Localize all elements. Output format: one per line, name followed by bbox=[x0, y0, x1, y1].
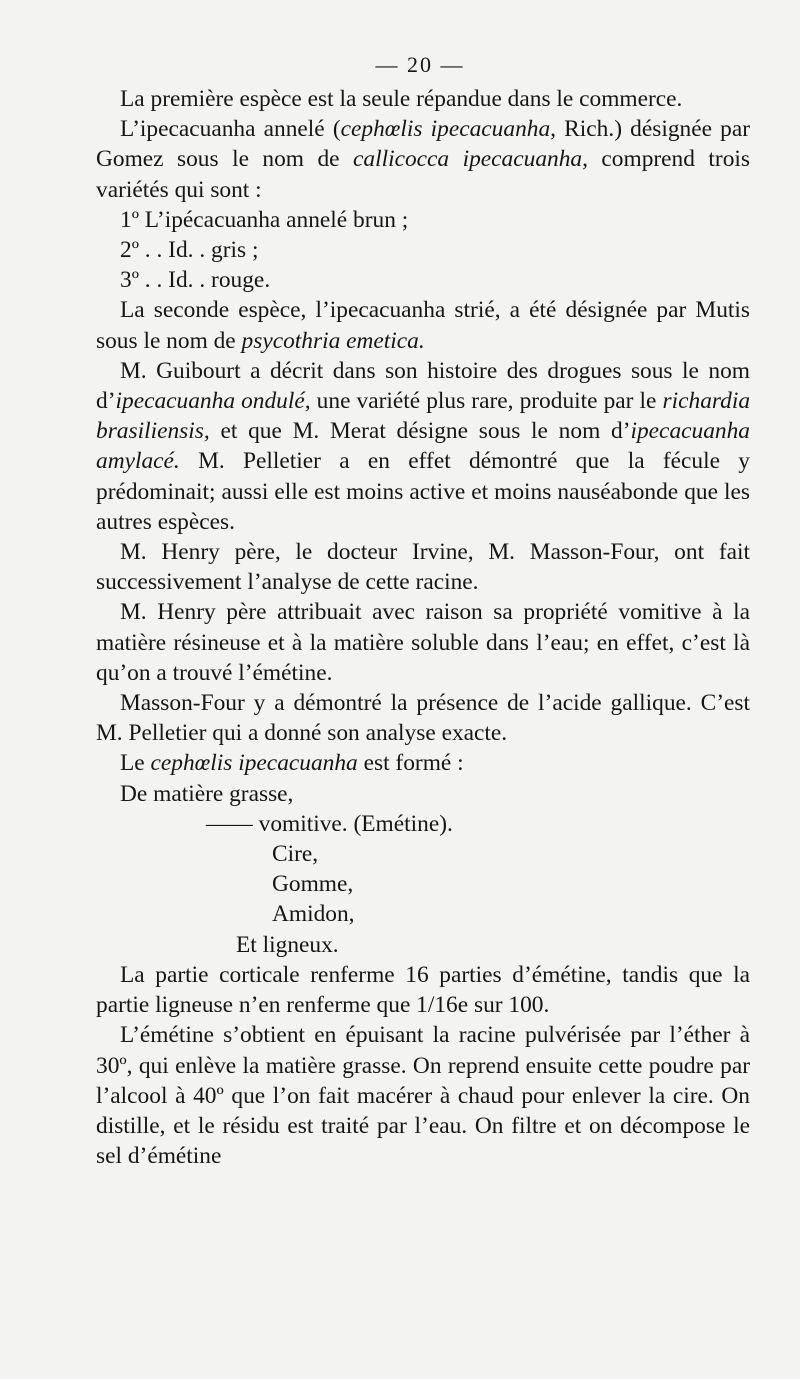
text-run: La seconde espèce, l’ipecacuanha strié, a été désignée par Mutis sous le nom de bbox=[96, 297, 750, 354]
composition-item: Amidon, bbox=[272, 901, 355, 928]
italic-species-name: cephœlis ipecacuanha bbox=[150, 750, 358, 777]
composition-item: Gomme, bbox=[272, 871, 354, 898]
paragraph-henry: M. Henry père attribuait avec raison sa propriété vomitive à la matière résineuse et à la matière soluble dans l’eau; en effet, c’est là qu’on a trouvé l’émétine. bbox=[96, 599, 750, 686]
variety-item: 1º L’ipécacuanha annelé brun ; bbox=[120, 206, 409, 233]
composition-item: Cire, bbox=[272, 841, 319, 868]
variety-item: 2º . . Id. . gris ; bbox=[120, 237, 259, 264]
text-run: comprend trois variétés qui sont : bbox=[96, 146, 750, 203]
italic-species-name: cephœlis ipecacuanha, bbox=[340, 116, 557, 143]
italic-species-name: psycothria emetica. bbox=[241, 327, 425, 354]
text-run: une variété plus rare, produite par le bbox=[310, 388, 663, 415]
paragraph-emetine-content: La partie corticale renferme 16 parties d’émétine, tandis que la partie ligneuse n’en renferme que 1/16e sur 100. bbox=[96, 961, 750, 1019]
text-run: Rich.) désignée par Gomez sous le nom de bbox=[96, 116, 750, 173]
composition-list bbox=[96, 779, 750, 960]
text-run: M. Pelletier a en effet démontré que la fécule y prédominait; aussi elle est moins active et moins nauséabonde que les autres espèces. bbox=[96, 448, 750, 535]
page-body bbox=[96, 84, 750, 1171]
italic-species-name: ipecacuanha ondulé, bbox=[115, 388, 311, 415]
composition-item: —— vomitive. (Emétine). bbox=[206, 810, 453, 837]
text-run: est formé : bbox=[357, 750, 464, 777]
paragraph-composition-intro bbox=[96, 748, 750, 778]
page-number: — 20 — bbox=[375, 52, 465, 77]
text-run: et que M. Merat désigne sous le nom d’ bbox=[209, 418, 631, 445]
italic-species-name: richardia brasiliensis, bbox=[96, 388, 751, 445]
variety-list bbox=[120, 205, 750, 296]
text-run: L’ipecacuanha annelé ( bbox=[120, 116, 341, 143]
text-run: M. Guibourt a décrit dans son histoire des drogues sous le nom d’ bbox=[96, 357, 750, 415]
paragraph-first-species: La première espèce est la seule répandue dans le commerce. bbox=[120, 86, 683, 112]
italic-species-name: ipecacuanha amylacé. bbox=[96, 418, 750, 475]
paragraph-annulated-ipecac bbox=[96, 114, 750, 205]
italic-species-name: callicocca ipecacuanha, bbox=[353, 146, 588, 173]
paragraph-analyses: M. Henry père, le docteur Irvine, M. Masson-Four, ont fait successivement l’analyse de cette racine. bbox=[96, 539, 750, 596]
text-run: Le bbox=[120, 750, 151, 777]
composition-item: De matière grasse, bbox=[120, 780, 294, 807]
paragraph-extraction: L’émétine s’obtient en épuisant la racine pulvérisée par l’éther à 30º, qui enlève la matière grasse. On reprend ensuite cette poudre par l’alcool à 40º que l’on fait macérer à chaud pour enlever la cire. On distille, et le résidu est traité par l’eau. On filtre et on décompose le sel d’émétine bbox=[96, 1022, 750, 1170]
composition-item: Et ligneux. bbox=[236, 931, 339, 958]
paragraph-masson-four: Masson-Four y a démontré la présence de l’acide gallique. C’est M. Pelletier qui a donné son analyse exacte. bbox=[96, 690, 750, 747]
paragraph-guibourt bbox=[96, 356, 750, 537]
paragraph-second-species bbox=[96, 295, 750, 355]
variety-item: 3º . . Id. . rouge. bbox=[120, 267, 271, 294]
